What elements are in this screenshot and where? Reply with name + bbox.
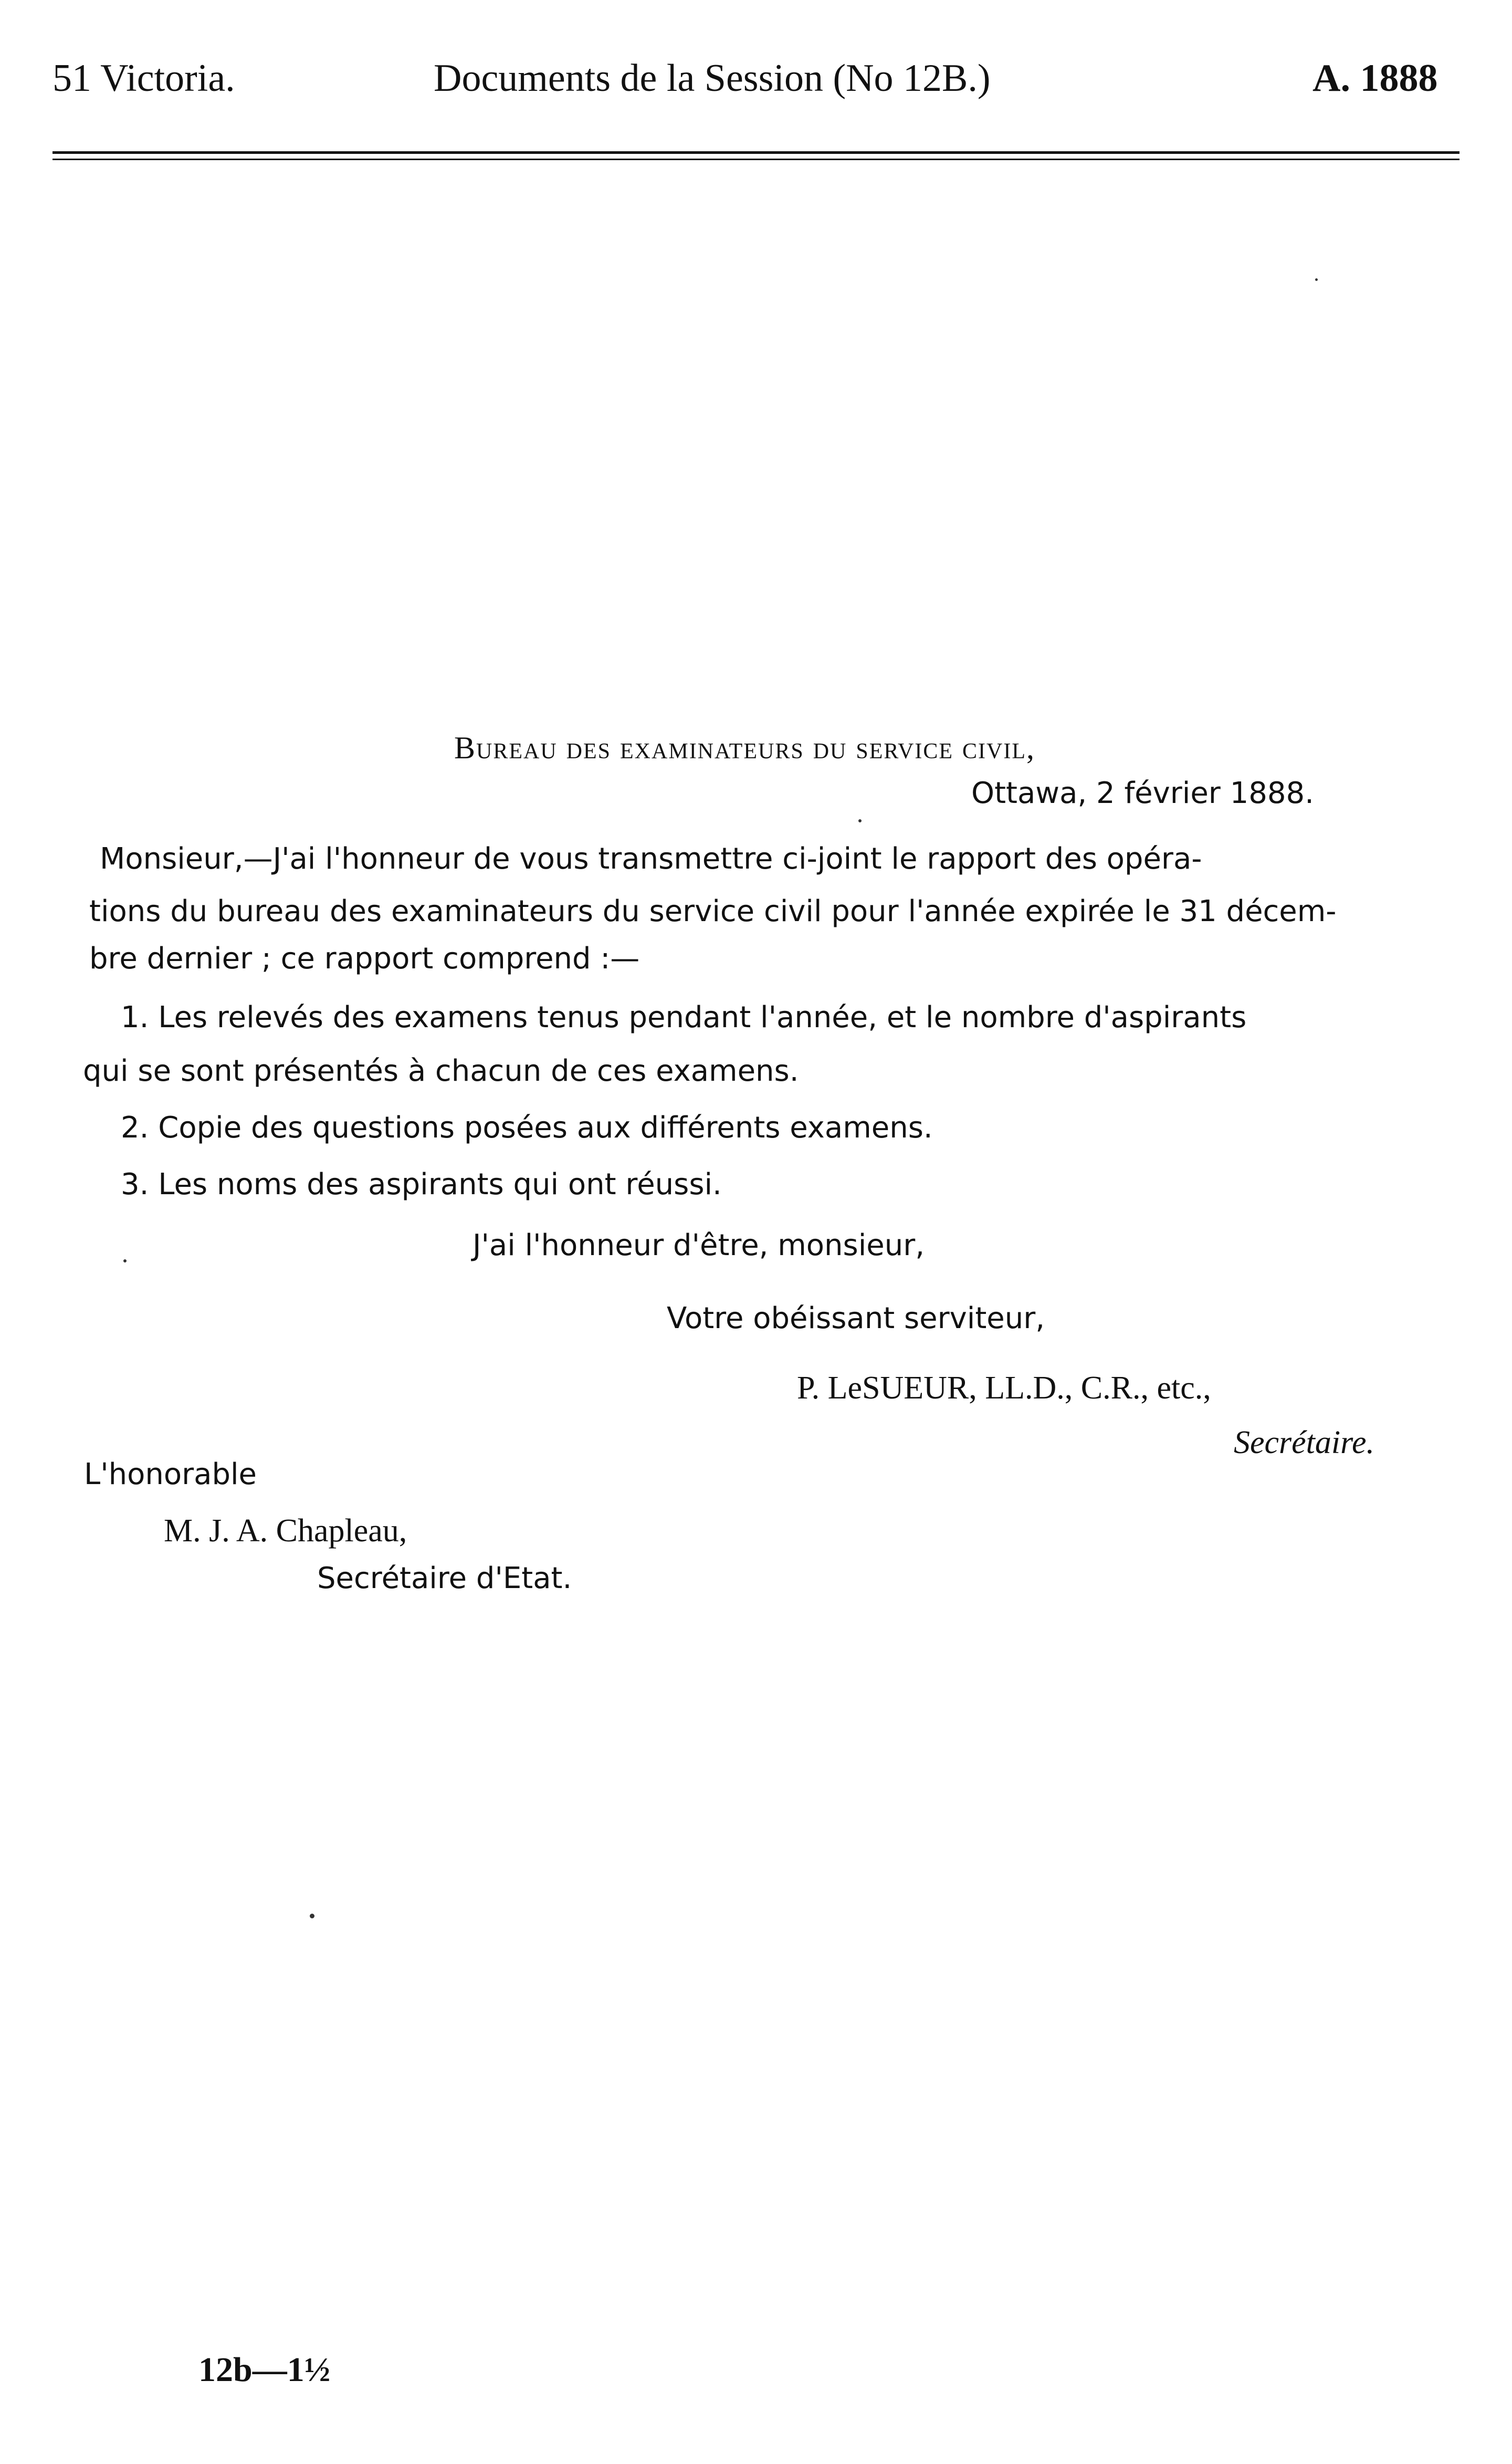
header-year: A. 1888 — [1312, 57, 1438, 100]
enumerated-item: 1. Les relevés des examens tenus pendant l'année, et le nombre d'aspirants — [121, 1000, 1247, 1035]
enumerated-item-continuation: qui se sont présentés à chacun de ces examens. — [83, 1054, 799, 1088]
header-volume: 51 Victoria. — [52, 57, 235, 100]
header-rule-thin — [52, 159, 1460, 160]
letter-paragraph-line: tions du bureau des examinateurs du service civil pour l'année expirée le 31 décem- — [89, 894, 1337, 928]
letter-closing: J'ai l'honneur d'être, monsieur, — [472, 1228, 925, 1262]
letter-office: Bureau des examinateurs du service civil, — [454, 730, 1035, 765]
addressee-name: M. J. A. Chapleau, — [164, 1513, 407, 1549]
printer-signature-mark: 12b—1½ — [198, 2351, 331, 2389]
enumerated-item: 3. Les noms des aspirants qui ont réussi. — [121, 1167, 722, 1202]
addressee-honorific: L'honorable — [84, 1457, 257, 1491]
scan-speck — [123, 1259, 127, 1262]
addressee-office: Secrétaire d'Etat. — [317, 1561, 572, 1595]
letter-paragraph-line: bre dernier ; ce rapport comprend :— — [89, 942, 640, 976]
letter-place-date: Ottawa, 2 février 1888. — [971, 776, 1314, 810]
letter-signature-title: Secrétaire. — [1234, 1425, 1374, 1460]
letter-signature: P. LeSUEUR, LL.D., C.R., etc., — [797, 1370, 1211, 1406]
scan-speck — [1315, 278, 1318, 281]
header-document-title: Documents de la Session (No 12B.) — [434, 57, 991, 100]
scan-speck — [858, 819, 862, 822]
enumerated-item: 2. Copie des questions posées aux différents examens. — [121, 1111, 933, 1145]
letter-valediction: Votre obéissant serviteur, — [667, 1301, 1045, 1335]
scan-speck — [310, 1914, 314, 1918]
letter-paragraph-line: Monsieur,—J'ai l'honneur de vous transmettre ci-joint le rapport des opéra- — [100, 842, 1202, 876]
header-rule-thick — [52, 151, 1460, 154]
